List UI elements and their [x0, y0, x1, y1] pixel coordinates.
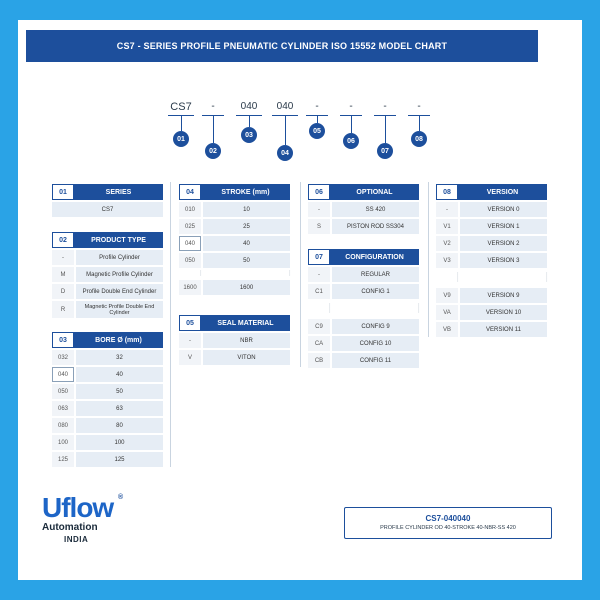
- stroke-code: 010: [179, 202, 201, 217]
- bore-value: 32: [76, 350, 163, 365]
- config-value: CONFIG 10: [332, 336, 419, 351]
- stroke-num: 04: [179, 184, 201, 200]
- config-value: REGULAR: [332, 267, 419, 282]
- version-code: VA: [436, 305, 458, 320]
- optional-code: S: [308, 219, 330, 234]
- series-title: SERIES: [74, 184, 163, 200]
- version-code: VB: [436, 322, 458, 337]
- bore-code: 125: [52, 452, 74, 467]
- version-code: -: [436, 202, 458, 217]
- version-code: V3: [436, 253, 458, 268]
- bore-code: 080: [52, 418, 74, 433]
- bore-value: 100: [76, 435, 163, 450]
- sample-code: CS7-040040: [425, 514, 471, 523]
- product-type-table: [52, 232, 163, 318]
- product-code: -: [52, 250, 74, 265]
- product-value: Profile Cylinder: [76, 250, 163, 265]
- stroke-value: 50: [203, 253, 290, 268]
- stroke-table: 04 STROKE (mm) 010 10 025 25 040 40 050 50 ··· ··· 1600 1600: [179, 184, 290, 295]
- marker-05: 05: [309, 123, 325, 139]
- sample-description: PROFILE CYLINDER OD 40-STROKE 40-NBR-SS 420: [380, 525, 516, 531]
- optional-value: SS 420: [332, 202, 419, 217]
- stroke-value: 40: [203, 236, 290, 251]
- seal-title: SEAL MATERIAL: [201, 315, 290, 331]
- logo-brand: Uflow: [42, 492, 114, 523]
- config-code: C9: [308, 319, 330, 334]
- config-code: CB: [308, 353, 330, 368]
- product-value: Magnetic Profile Cylinder: [76, 267, 163, 282]
- bore-table: [52, 332, 163, 467]
- version-value: VERSION 2: [460, 236, 547, 251]
- bore-value: 50: [76, 384, 163, 399]
- logo-registered-mark: ®: [118, 494, 124, 501]
- optional-value: PISTON ROD SS304: [332, 219, 419, 234]
- marker-03: 03: [241, 127, 257, 143]
- version-table: 08 VERSION - VERSION 0 V1 VERSION 1 V2 VERSION 2 V3 VERSION 3 ····· ····· V9 VERSION 9 VA VERSION 10 VB VERSION 11: [436, 184, 547, 337]
- product-type-num: 02: [52, 232, 74, 248]
- product-code: M: [52, 267, 74, 282]
- marker-06: 06: [343, 133, 359, 149]
- logo-line1: Automation: [42, 522, 98, 533]
- marker-08: 08: [411, 131, 427, 147]
- version-title: VERSION: [458, 184, 547, 200]
- sample-code-box: [344, 507, 552, 539]
- stroke-value: 1600: [203, 280, 290, 295]
- marker-04: 04: [277, 145, 293, 161]
- code-seg-3: 040: [240, 101, 258, 112]
- stroke-code: 040: [179, 236, 201, 251]
- config-value: CONFIG 11: [332, 353, 419, 368]
- version-value: VERSION 0: [460, 202, 547, 217]
- bore-value: 80: [76, 418, 163, 433]
- bore-code: 050: [52, 384, 74, 399]
- code-seg-1: CS7: [170, 101, 192, 113]
- bore-title: BORE Ø (mm): [74, 332, 163, 348]
- logo-line2: INDIA: [64, 535, 89, 544]
- seal-code: V: [179, 350, 201, 365]
- optional-num: 06: [308, 184, 330, 200]
- product-code: D: [52, 284, 74, 299]
- version-value: VERSION 11: [460, 322, 547, 337]
- version-code: V9: [436, 288, 458, 303]
- stroke-code: 1600: [179, 280, 201, 295]
- code-seg-6: -: [349, 101, 353, 112]
- series-table: [52, 184, 163, 217]
- product-code: R: [52, 301, 74, 318]
- marker-01: 01: [173, 131, 189, 147]
- version-value: VERSION 1: [460, 219, 547, 234]
- seal-code: -: [179, 333, 201, 348]
- seal-material-table: [179, 315, 290, 365]
- configuration-table: 07 CONFIGURATION - REGULAR C1 CONFIG 1 ····· ····· C9 CONFIG 9 CA CONFIG 10 CB CONFIG 11: [308, 249, 419, 368]
- product-type-title: PRODUCT TYPE: [74, 232, 163, 248]
- stroke-value: 25: [203, 219, 290, 234]
- bore-value: 125: [76, 452, 163, 467]
- version-code: V1: [436, 219, 458, 234]
- seal-value: NBR: [203, 333, 290, 348]
- stroke-code: 025: [179, 219, 201, 234]
- bore-code: 032: [52, 350, 74, 365]
- code-seg-5: -: [315, 101, 319, 112]
- config-num: 07: [308, 249, 330, 265]
- version-value: VERSION 9: [460, 288, 547, 303]
- bore-num: 03: [52, 332, 74, 348]
- stroke-value: 10: [203, 202, 290, 217]
- seal-value: VITON: [203, 350, 290, 365]
- chart-title: CS7 - SERIES PROFILE PNEUMATIC CYLINDER ISO 15552 MODEL CHART: [26, 30, 538, 62]
- stroke-title: STROKE (mm): [201, 184, 290, 200]
- config-title: CONFIGURATION: [330, 249, 419, 265]
- code-seg-2: -: [211, 101, 215, 112]
- bore-code: 100: [52, 435, 74, 450]
- version-value: VERSION 3: [460, 253, 547, 268]
- config-value: CONFIG 1: [332, 284, 419, 299]
- marker-02: 02: [205, 143, 221, 159]
- version-value: VERSION 10: [460, 305, 547, 320]
- bore-value: 63: [76, 401, 163, 416]
- code-seg-7: -: [383, 101, 387, 112]
- uflow-logo: [42, 492, 124, 544]
- series-value: CS7: [52, 202, 163, 217]
- version-code: V2: [436, 236, 458, 251]
- version-num: 08: [436, 184, 458, 200]
- code-seg-8: -: [417, 101, 421, 112]
- code-seg-4: 040: [276, 101, 294, 112]
- seal-num: 05: [179, 315, 201, 331]
- optional-table: [308, 184, 419, 234]
- bore-value: 40: [76, 367, 163, 382]
- stroke-code: 050: [179, 253, 201, 268]
- marker-07: 07: [377, 143, 393, 159]
- product-value: Profile Double End Cylinder: [76, 284, 163, 299]
- bore-code: 063: [52, 401, 74, 416]
- optional-title: OPTIONAL: [330, 184, 419, 200]
- optional-code: -: [308, 202, 330, 217]
- series-num: 01: [52, 184, 74, 200]
- bore-code: 040: [52, 367, 74, 382]
- config-value: CONFIG 9: [332, 319, 419, 334]
- product-value: Magnetic Profile Double End Cylinder: [76, 301, 163, 318]
- config-code: CA: [308, 336, 330, 351]
- config-code: C1: [308, 284, 330, 299]
- config-code: -: [308, 267, 330, 282]
